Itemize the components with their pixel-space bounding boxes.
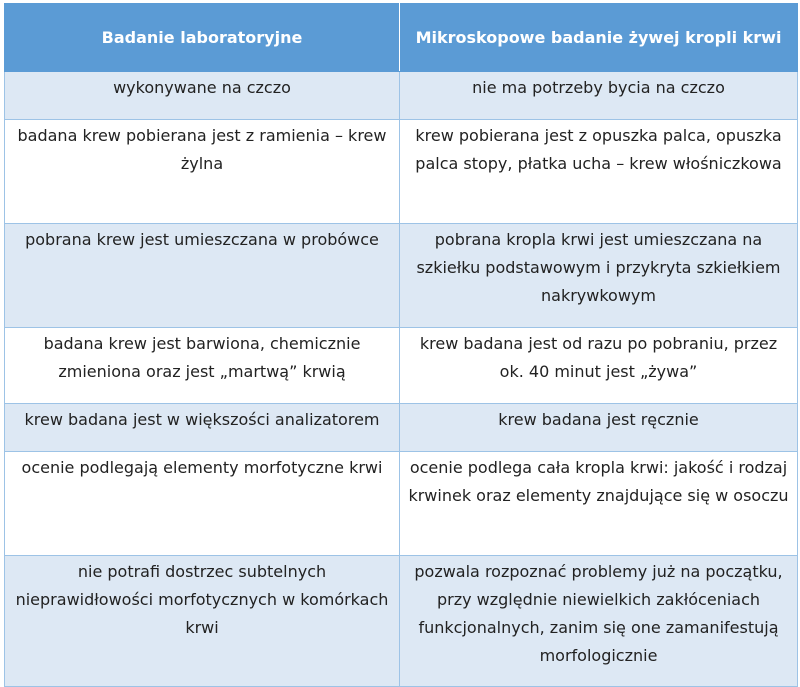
- table-row: [5, 404, 798, 452]
- cell-lab: pobrana krew jest umieszczana w probówce: [5, 224, 400, 328]
- table-header: [5, 4, 798, 72]
- cell-live: ocenie podlega cała kropla krwi: jakość i rodzaj krwinek oraz elementy znajdujące się w osoczu: [400, 452, 798, 556]
- header-row: [5, 4, 798, 72]
- table-row: [5, 120, 798, 224]
- comparison-table: [4, 3, 798, 687]
- table-row: [5, 224, 798, 328]
- header-lab-test: Badanie laboratoryjne: [5, 4, 400, 72]
- cell-lab: wykonywane na czczo: [5, 72, 400, 120]
- cell-live: krew pobierana jest z opuszka palca, opuszka palca stopy, płatka ucha – krew włośniczkowa: [400, 120, 798, 224]
- table-row: [5, 452, 798, 556]
- cell-live: krew badana jest ręcznie: [400, 404, 798, 452]
- cell-live: pozwala rozpoznać problemy już na początku, przy względnie niewielkich zakłóceniach funkcjonalnych, zanim się one zamanifestują morfologicznie: [400, 556, 798, 687]
- table-row: [5, 72, 798, 120]
- cell-lab: krew badana jest w większości analizatorem: [5, 404, 400, 452]
- cell-lab: badana krew jest barwiona, chemicznie zmieniona oraz jest „martwą” krwią: [5, 328, 400, 404]
- table-row: [5, 328, 798, 404]
- cell-lab: ocenie podlegają elementy morfotyczne krwi: [5, 452, 400, 556]
- table-row: [5, 556, 798, 687]
- cell-lab: nie potrafi dostrzec subtelnych nieprawidłowości morfotycznych w komórkach krwi: [5, 556, 400, 687]
- cell-live: nie ma potrzeby bycia na czczo: [400, 72, 798, 120]
- cell-live: pobrana kropla krwi jest umieszczana na szkiełku podstawowym i przykryta szkiełkiem nakrywkowym: [400, 224, 798, 328]
- cell-live: krew badana jest od razu po pobraniu, przez ok. 40 minut jest „żywa”: [400, 328, 798, 404]
- header-live-blood-test: Mikroskopowe badanie żywej kropli krwi: [400, 4, 798, 72]
- cell-lab: badana krew pobierana jest z ramienia – krew żylna: [5, 120, 400, 224]
